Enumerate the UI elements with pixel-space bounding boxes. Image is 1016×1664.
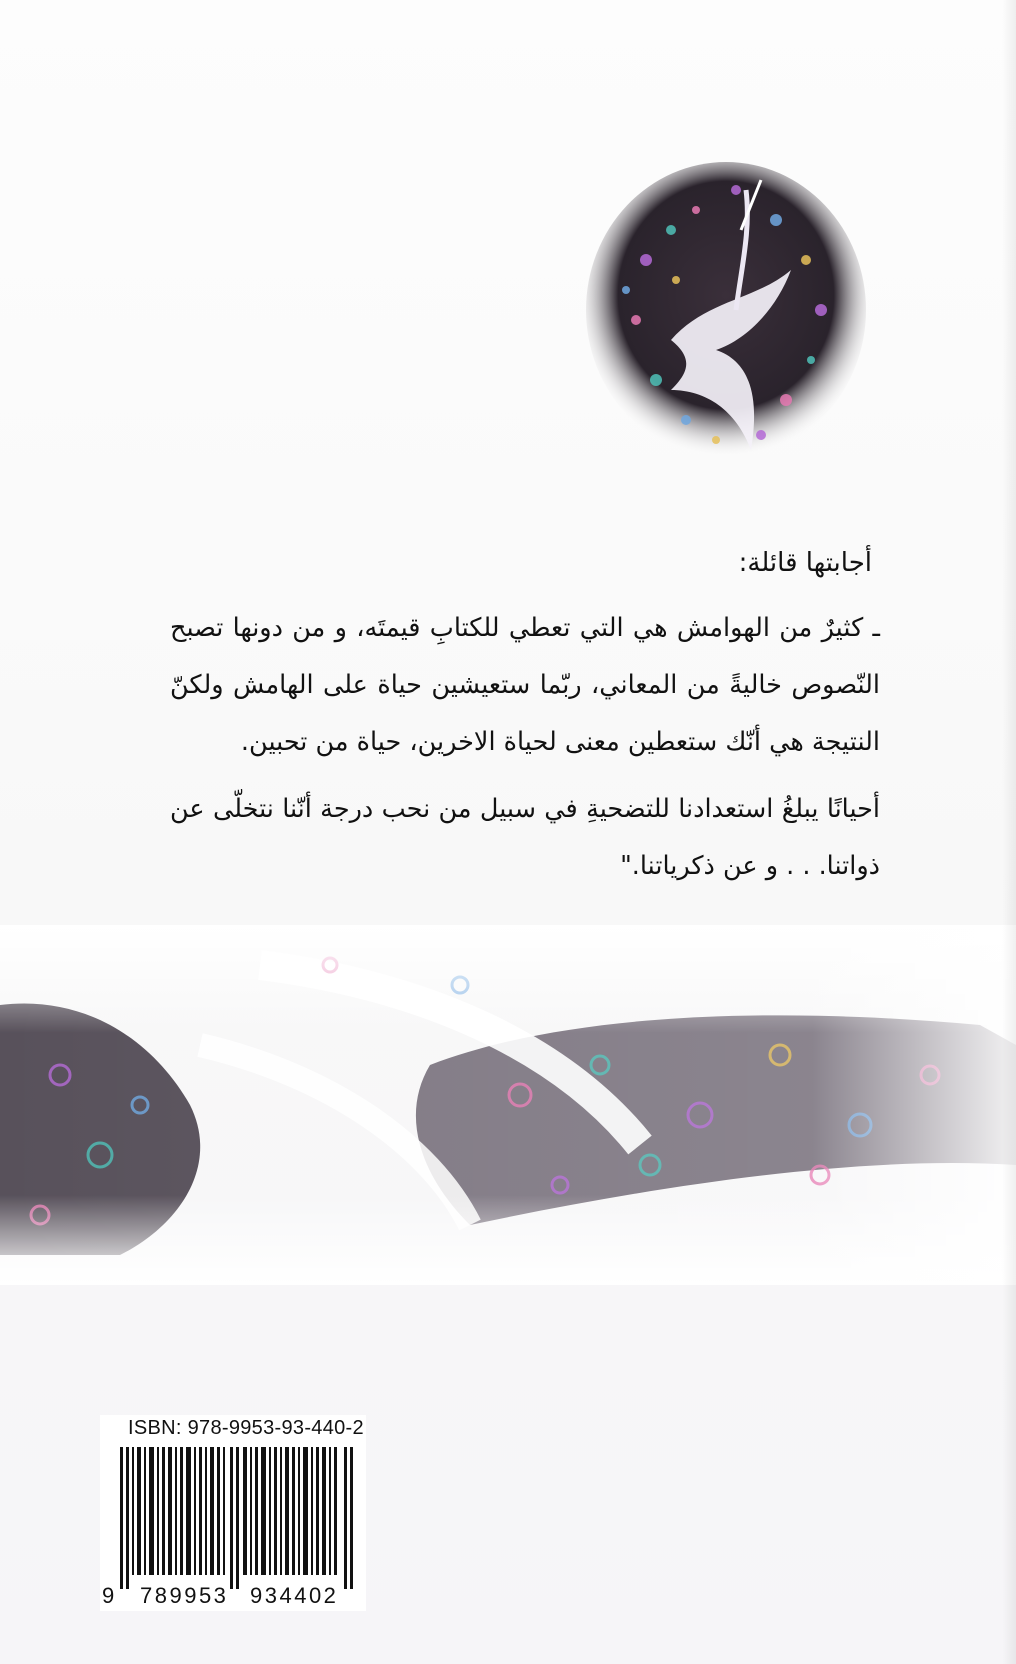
barcode-icon: [120, 1447, 356, 1589]
dancer-illustration: [576, 150, 886, 500]
blurb-paragraph-2: أحيانًا يبلغُ استعدادنا للتضحيةِ في سبيل من نحب درجة أنّنا نتخلّى عن ذواتنا. . . و عن ذكرياتنا.": [170, 794, 880, 881]
isbn-label: ISBN: 978-9953-93-440-2: [128, 1417, 364, 1439]
blurb-intro: أجابتها قائلة:: [738, 548, 872, 578]
decorative-artwork-band: [0, 925, 1016, 1285]
ean-right-group: 934402: [250, 1583, 339, 1608]
ean-digits: [100, 1583, 366, 1609]
blurb: [170, 548, 880, 905]
ean-first-digit: 9: [102, 1583, 115, 1608]
isbn-barcode-block: [100, 1415, 366, 1611]
ean-left-group: 789953: [140, 1583, 229, 1608]
blurb-paragraph-1: ـ كثيرٌ من الهوامش هي التي تعطي للكتابِ قيمتَه، و من دونها تصبح النّصوص خاليةً من المعاني، ربّما ستعيشين حياة على الهامش ولكنّ النتيجة هي أنّك ستعطين معنى لحياة الاخرين، حياة من تحبين.: [170, 613, 880, 757]
